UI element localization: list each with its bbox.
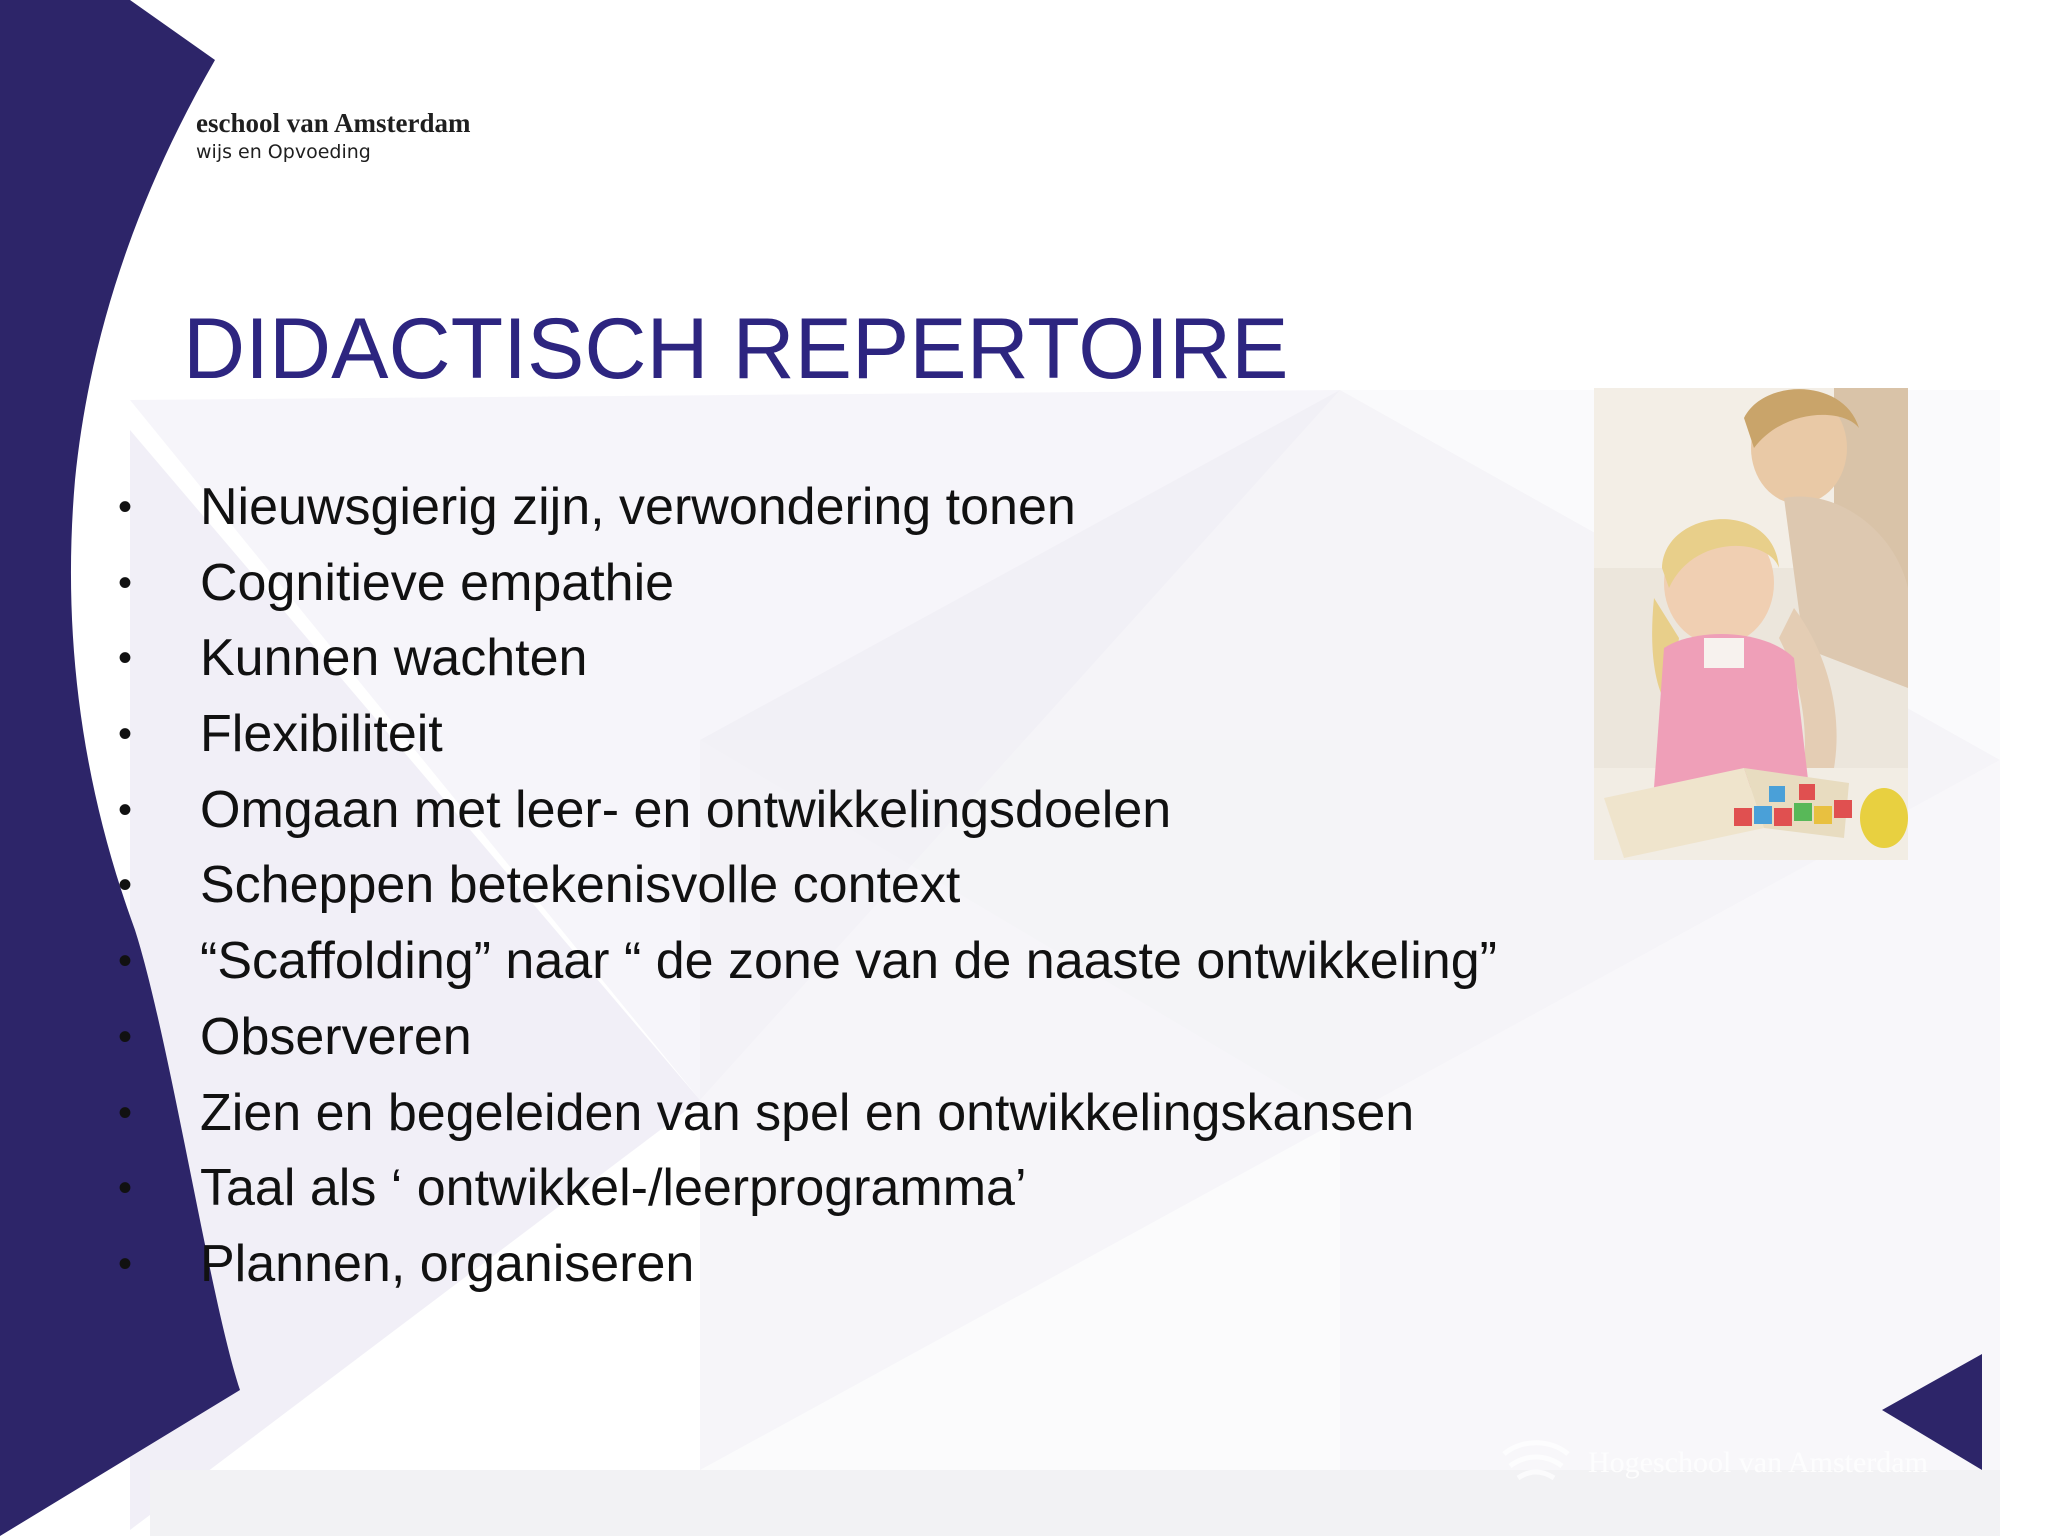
footer-emblem-icon bbox=[1496, 1434, 1576, 1494]
footer-logo-text: Hogeschool van Amsterdam bbox=[1588, 1446, 1928, 1479]
bullet-marker: • bbox=[118, 1241, 133, 1286]
bullet-marker: • bbox=[118, 787, 133, 832]
bullet-text: Scheppen betekenisvolle context bbox=[200, 856, 961, 915]
photo-teacher-child-reading bbox=[1594, 388, 1908, 860]
institution-logo bbox=[196, 108, 470, 163]
bullet-text: Kunnen wachten bbox=[200, 629, 588, 688]
bullet-text: Taal als ‘ ontwikkel-/leerprogramma’ bbox=[200, 1159, 1027, 1218]
bullet-marker: • bbox=[118, 939, 133, 984]
bullet-text: Flexibiliteit bbox=[200, 705, 443, 764]
logo-name: eschool van Amsterdam bbox=[196, 108, 471, 138]
bullet-text: Zien en begeleiden van spel en ontwikkelingskansen bbox=[200, 1083, 1415, 1142]
slide-title: DIDACTISCH REPERTOIRE bbox=[183, 301, 1289, 397]
bullet-text: “Scaffolding” naar “ de zone van de naaste ontwikkeling” bbox=[200, 932, 1497, 991]
bullet-text: Omgaan met leer- en ontwikkelingsdoelen bbox=[200, 780, 1172, 839]
bullet-marker: • bbox=[118, 636, 133, 681]
bullet-marker: • bbox=[118, 1014, 133, 1059]
logo-subtitle: wijs en Opvoeding bbox=[196, 141, 371, 163]
bullet-marker: • bbox=[118, 485, 133, 529]
bullet-text: Cognitieve empathie bbox=[200, 553, 675, 612]
bullet-marker: • bbox=[118, 560, 133, 605]
bullet-text: Observeren bbox=[200, 1007, 472, 1066]
bullet-text: Nieuwsgierig zijn, verwondering tonen bbox=[200, 478, 1076, 536]
bullet-marker: • bbox=[118, 712, 133, 757]
bullet-marker: • bbox=[118, 1166, 133, 1211]
bullet-marker: • bbox=[118, 1090, 133, 1135]
bullet-marker: • bbox=[118, 863, 133, 908]
bullet-text: Plannen, organiseren bbox=[200, 1234, 695, 1293]
